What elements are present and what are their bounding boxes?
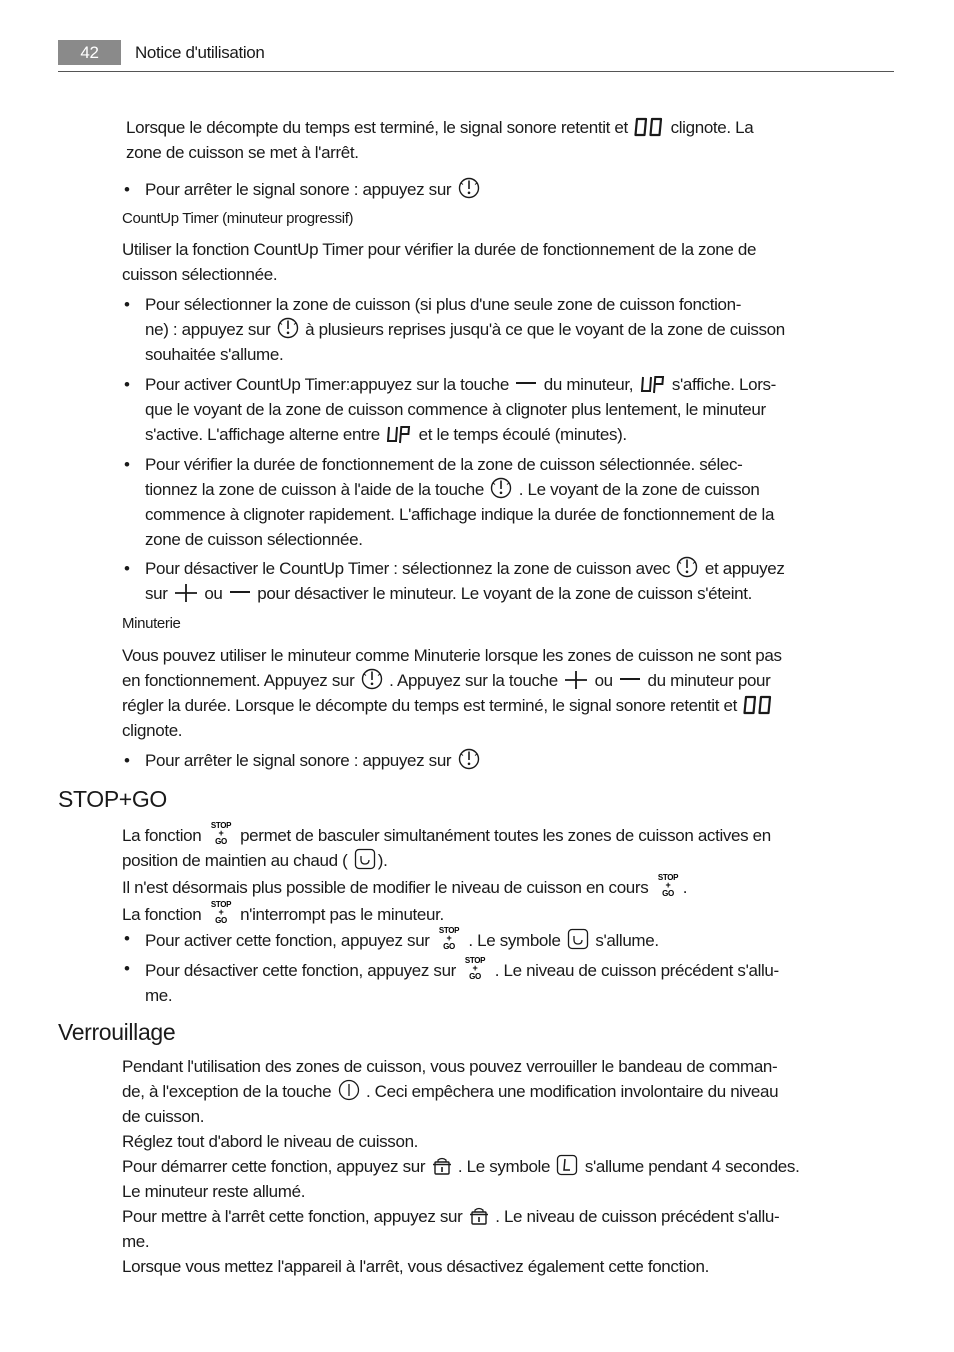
clock-timer-icon (490, 477, 512, 499)
clock-timer-icon (458, 748, 480, 770)
minus-icon (515, 374, 537, 394)
up-display-icon (386, 424, 412, 444)
list-item: • Pour activer CountUp Timer:appuyez sur la touche du minuteur, s'affiche. Lors- que le voyant de la zone de cuisson commence à clignoter plus lentement, le minuteur s'active. L'affichage alterne entre et le temps écoulé (minutes). (124, 375, 776, 444)
stop-go-icon (208, 821, 234, 845)
svg-text:STOP: STOP (465, 956, 486, 965)
double-zero-display-icon (634, 117, 664, 137)
page-header-title: Notice d'utilisation (135, 43, 265, 62)
svg-text:GO: GO (214, 916, 227, 924)
stop-go-icon (436, 926, 462, 950)
svg-text:GO: GO (443, 942, 455, 950)
lock-key-icon (432, 1156, 452, 1176)
stop-go-icon (208, 900, 234, 924)
minuterie-paragraph: Vous pouvez utiliser le minuteur comme Minuterie lorsque les zones de cuisson ne sont pas en fonctionnement. Appuyez sur . Appuyez sur la touche ou du minuteur pour régler la durée. Lorsque le décompte du temps est terminé, le signal sonore retentit et clignote. (122, 646, 782, 740)
clock-timer-icon (277, 317, 299, 339)
section-heading-stop-go: STOP+GO (58, 786, 167, 812)
section-heading-lock: Verrouillage (58, 1019, 176, 1045)
keep-warm-symbol-icon (567, 928, 589, 950)
minus-icon (619, 670, 641, 690)
lock-L-symbol-icon (556, 1154, 578, 1176)
svg-text:GO: GO (214, 837, 227, 845)
plus-icon (174, 583, 198, 603)
list-item: • Pour arrêter le signal sonore : appuyez sur (122, 177, 894, 202)
stop-go-paragraph: La fonction STOP + GO permet de basculer simultanément toutes les zones de cuisson actives en position de maintien au chaud ( ). Il n'est désormais plus possible de modifier le niveau de cuisson en cours STOP + GO . La fonction STOP + GO n'interrompt pas le minuteur. (122, 821, 771, 924)
list-item: • Pour vérifier la durée de fonctionnement de la zone de cuisson sélectionnée. sélec- tionnez la zone de cuisson à l'aide de la touche . Le voyant de la zone de cuisson commence à clignoter rapidement. L'affichage indique la durée de fonctionnement de la zone de cuisson sélectionnée. (124, 455, 775, 549)
lock-paragraph: Pendant l'utilisation des zones de cuisson, vous pouvez verrouiller le bandeau de comman- de, à l'exception de la touche . Ceci empêchera une modification involontaire du niveau de cuisson. Réglez tout d'abord le niveau de cuisson. Pour démarrer cette fonction, appuyez sur . Le symbole s'allume pendant 4 secondes. Le minuteur reste allumé. Pour mettre à l'arrêt cette fonction, appuyez sur . Le niveau de cuisson précédent s'allu- me. Lorsque vous mettez l'appareil à l'arrêt, vous désactivez également cette fonction. (122, 1057, 800, 1276)
svg-text:GO: GO (469, 972, 482, 980)
svg-text:STOP: STOP (657, 873, 678, 882)
stop-go-icon (462, 956, 488, 980)
stop-go-icon (655, 873, 681, 897)
subsection-title: Minuterie (122, 615, 181, 632)
list-item: • Pour désactiver cette fonction, appuyez sur STOP + GO . Le niveau de cuisson précédent s'allu- me. (124, 956, 779, 1005)
clock-timer-icon (458, 177, 480, 199)
keep-warm-symbol-icon (354, 848, 376, 870)
minus-icon (229, 583, 251, 603)
plus-icon (564, 670, 588, 690)
page-number: 42 (58, 40, 121, 65)
list-item: • Pour activer cette fonction, appuyez sur STOP + GO . Le symbole s'allume. (124, 926, 659, 950)
clock-timer-icon (361, 668, 383, 690)
on-off-icon (338, 1079, 360, 1101)
countup-paragraph: Utiliser la fonction CountUp Timer pour vérifier la durée de fonctionnement de la zone de cuisson sélectionnée. (122, 240, 757, 284)
subsection-title: CountUp Timer (minuteur progressif) (122, 210, 354, 227)
list-item: • Pour désactiver le CountUp Timer : sélectionnez la zone de cuisson avec et appuyez sur ou pour désactiver le minuteur. Le voyant de la zone de cuisson s'éteint. (122, 556, 894, 606)
list-item: • Pour arrêter le signal sonore : appuyez sur (122, 748, 894, 773)
svg-text:STOP: STOP (210, 900, 231, 909)
svg-text:GO: GO (661, 889, 674, 897)
svg-text:+: + (218, 828, 224, 838)
svg-text:+: + (472, 963, 478, 973)
clock-timer-icon (676, 556, 698, 578)
double-zero-display-icon (743, 695, 773, 715)
page-header (58, 40, 894, 72)
svg-text:STOP: STOP (210, 821, 231, 830)
svg-text:+: + (446, 933, 452, 943)
intro-paragraph: Lorsque le décompte du temps est terminé, le signal sonore retentit et clignote. La zone de cuisson se met à l'arrêt. (126, 118, 754, 162)
lock-key-icon (469, 1206, 489, 1226)
svg-text:STOP: STOP (438, 926, 460, 935)
svg-text:+: + (218, 907, 224, 917)
svg-text:+: + (665, 880, 671, 890)
up-display-icon (640, 374, 666, 394)
list-item: • Pour sélectionner la zone de cuisson (si plus d'une seule zone de cuisson fonction- ne) : appuyez sur à plusieurs reprises jusqu'à ce que le voyant de la zone de cuisson souhaitée s'allume. (124, 295, 785, 364)
